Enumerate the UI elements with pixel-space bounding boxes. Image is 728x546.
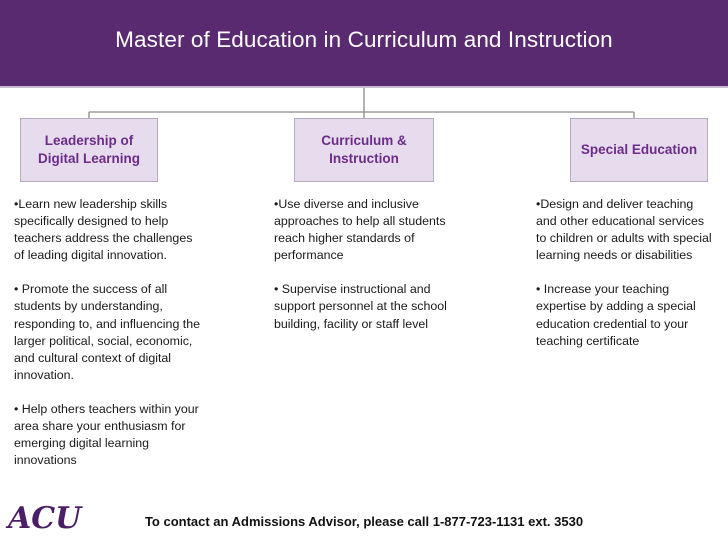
logo-text: ACU [8,501,82,536]
column-curriculum [274,196,464,350]
box-label: Leadership of Digital Learning [37,133,140,166]
box-label: Curriculum & Instruction [321,133,407,166]
box-label: Special Education [580,142,698,157]
box-special-education [570,118,708,182]
bullet-paragraph: •Learn new leadership skills specifically designed to help teachers address the challenges of leading digital innovation. [14,197,193,263]
bullet-paragraph: •Use diverse and inclusive approaches to help all students reach higher standards of performance [274,197,446,263]
bullet-paragraph: • Help others teachers within your area share your enthusiasm for emerging digital learning innovations [14,401,199,468]
box-curriculum-instruction [294,118,434,182]
bullet-paragraph: • Increase your teaching expertise by adding a special education credential to your teaching certificate [536,282,696,348]
page-title: Master of Education in Curriculum and Instruction [115,27,613,52]
bullet-paragraph: • Promote the success of all students by understanding, responding to, and influencing the larger political, social, economic, and cultural context of digital innovation. [14,282,200,382]
box-leadership-digital-learning [20,118,158,182]
column-special-education [536,196,716,367]
contact-line: To contact an Admissions Advisor, please call 1-877-723-1131 ext. 3530 [144,514,584,529]
bullet-paragraph: •Design and deliver teaching and other educational services to children or adults with special learning needs or disabilities [536,197,712,263]
bullet-paragraph: • Supervise instructional and support personnel at the school building, facility or staff level [274,282,447,331]
column-leadership [14,196,206,486]
